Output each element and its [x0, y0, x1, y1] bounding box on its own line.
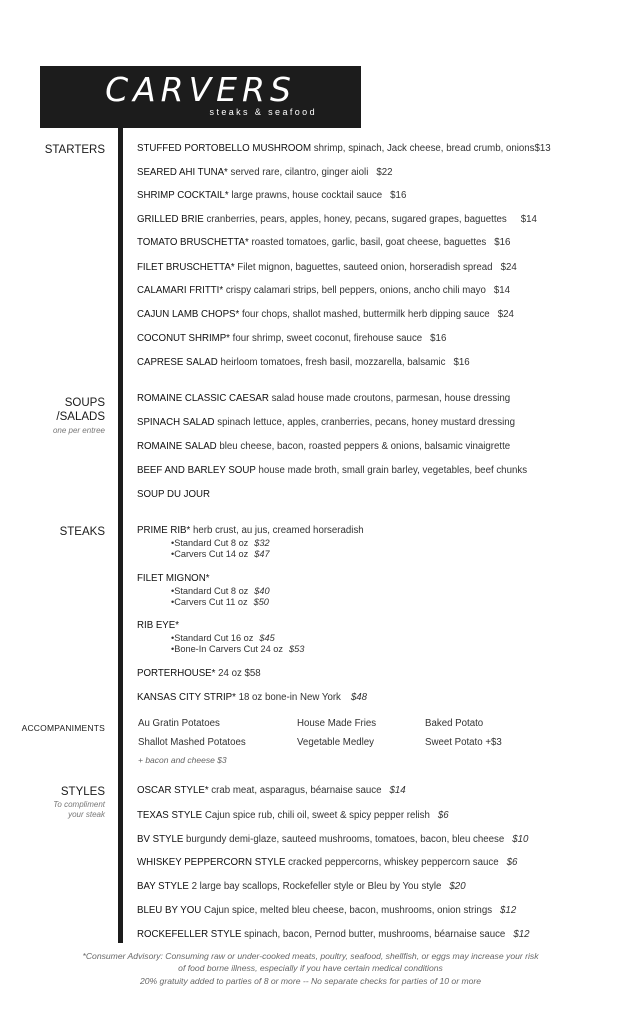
- item-desc: four shrimp, sweet coconut, firehouse sauce: [229, 333, 423, 344]
- item-name: RIB EYE*: [137, 620, 179, 631]
- item-desc: house made broth, small grain barley, vegetables, beef chunks: [255, 465, 528, 476]
- menu-item: [137, 929, 530, 941]
- item-desc: shrimp, spinach, Jack cheese, bread crumb, onions: [311, 143, 535, 154]
- accompaniment-note: + bacon and cheese $3: [138, 755, 227, 765]
- section-accompaniments: ACCOMPANIMENTS: [21, 723, 105, 733]
- cut-label: •Standard Cut 8 oz: [171, 586, 249, 596]
- item-desc: burgundy demi-glaze, sauteed mushrooms, tomatoes, bacon, bleu cheese: [183, 834, 505, 845]
- menu-item: [137, 881, 466, 893]
- item-name: PORTERHOUSE*: [137, 668, 216, 679]
- item-name: COCONUT SHRIMP*: [137, 333, 230, 344]
- cut-price: $53: [289, 644, 305, 654]
- item-price: $14: [493, 285, 511, 296]
- cut-price: $45: [259, 633, 275, 643]
- accompaniment: House Made Fries: [297, 718, 377, 729]
- item-price: $16: [390, 190, 407, 201]
- item-desc: 18 oz bone-in New York: [235, 692, 341, 703]
- menu-item: [137, 465, 527, 477]
- item-price: $6: [437, 810, 449, 821]
- section-styles-note-1: To compliment: [53, 800, 105, 809]
- item-desc: 24 oz: [215, 668, 245, 679]
- menu-item-filet-mignon: [137, 573, 210, 585]
- logo-wordmark: CARVERS: [105, 70, 296, 109]
- item-desc: cracked peppercorns, whiskey peppercorn sauce: [285, 857, 499, 868]
- item-price: $14: [520, 214, 537, 225]
- item-name: BV STYLE: [137, 834, 184, 845]
- menu-item-kansas-city-strip: [137, 692, 367, 704]
- menu-item: [137, 333, 446, 345]
- item-price: $14: [389, 785, 406, 796]
- item-name: GRILLED BRIE: [137, 214, 204, 225]
- item-desc: spinach, bacon, Pernod butter, mushrooms, béarnaise sauce: [241, 929, 506, 940]
- item-price: $48: [350, 692, 368, 703]
- accompaniment: Baked Potato: [425, 718, 484, 729]
- item-name: SOUP DU JOUR: [137, 489, 211, 500]
- cut-label: •Standard Cut 8 oz: [171, 538, 249, 548]
- cut-label: •Standard Cut 16 oz: [171, 633, 254, 643]
- item-desc: large prawns, house cocktail sauce: [228, 190, 383, 201]
- item-desc: salad house made croutons, parmesan, house dressing: [268, 393, 511, 404]
- item-name: STUFFED PORTOBELLO MUSHROOM: [137, 143, 312, 154]
- accompaniment: Shallot Mashed Potatoes: [138, 737, 246, 748]
- item-name: CAJUN LAMB CHOPS*: [137, 309, 240, 320]
- item-name: SPINACH SALAD: [137, 417, 215, 428]
- cut-price: $50: [253, 597, 269, 607]
- cut-option: [171, 538, 270, 549]
- cut-label: •Carvers Cut 14 oz: [171, 549, 249, 559]
- item-name: FILET BRUSCHETTA*: [137, 262, 235, 273]
- menu-item: [137, 309, 514, 321]
- accompaniment: Vegetable Medley: [297, 737, 375, 748]
- consumer-advisory-line1: *Consumer Advisory: Consuming raw or under-cooked meats, poultry, seafood, shellfish, or eggs may increase your risk: [82, 951, 539, 961]
- menu-item: [137, 417, 515, 429]
- item-desc: Cajun spice rub, chili oil, sweet & spicy pepper relish: [202, 810, 430, 821]
- cut-price: $47: [254, 549, 270, 559]
- menu-item: [137, 262, 517, 274]
- item-price: $24: [500, 262, 517, 273]
- section-soups-line2: /SALADS: [56, 411, 105, 423]
- item-name: ROMAINE CLASSIC CAESAR: [137, 393, 269, 404]
- section-soups-line1: SOUPS: [64, 397, 105, 409]
- item-desc: roasted tomatoes, garlic, basil, goat cheese, baguettes: [248, 237, 487, 248]
- item-name: WHISKEY PEPPERCORN STYLE: [137, 857, 286, 868]
- gratuity-note: 20% gratuity added to parties of 8 or more -- No separate checks for parties of 10 or more: [139, 976, 482, 986]
- item-name: SEARED AHI TUNA*: [137, 167, 228, 178]
- cut-label: •Carvers Cut 11 oz: [171, 597, 248, 607]
- item-name: BAY STYLE: [137, 881, 189, 892]
- item-price: $16: [430, 333, 447, 344]
- menu-item: [137, 834, 528, 846]
- item-desc: 2 large bay scallops, Rockefeller style or Bleu by You style: [188, 881, 442, 892]
- section-styles: STYLES: [60, 786, 105, 798]
- cut-label: •Bone-In Carvers Cut 24 oz: [171, 644, 283, 654]
- cut-option: [171, 597, 269, 608]
- item-desc: Cajun spice, melted bleu cheese, bacon, mushrooms, onion strings: [201, 905, 493, 916]
- item-desc: herb crust, au jus, creamed horseradish: [190, 525, 364, 536]
- section-styles-note-2: your steak: [68, 810, 105, 819]
- menu-divider-line: [118, 128, 123, 943]
- item-desc: bleu cheese, bacon, roasted peppers & onions, balsamic vinaigrette: [216, 441, 511, 452]
- item-price: $12: [500, 905, 517, 916]
- cut-option: [171, 633, 275, 644]
- menu-item-porterhouse: [137, 668, 261, 680]
- item-price: $20: [449, 881, 466, 892]
- item-name: OSCAR STYLE*: [137, 785, 209, 796]
- item-price: $16: [453, 357, 470, 368]
- item-desc: four chops, shallot mashed, buttermilk herb dipping sauce: [239, 309, 490, 320]
- item-name: CAPRESE SALAD: [137, 357, 218, 368]
- menu-item: [137, 489, 210, 501]
- restaurant-logo: [40, 66, 361, 128]
- menu-item: [137, 393, 510, 405]
- item-name: BLEU BY YOU: [137, 905, 202, 916]
- menu-item: [137, 810, 449, 822]
- item-price: $13: [534, 143, 551, 154]
- item-name: SHRIMP COCKTAIL*: [137, 190, 229, 201]
- cut-price: $40: [254, 586, 270, 596]
- cut-option: [171, 644, 304, 655]
- section-soups-note: one per entree: [52, 426, 105, 435]
- menu-item-rib-eye: [137, 620, 179, 632]
- item-price: $12: [513, 929, 530, 940]
- cut-option: [171, 586, 270, 597]
- menu-item: [137, 143, 551, 155]
- item-desc: Filet mignon, baguettes, sauteed onion, horseradish spread: [234, 262, 493, 273]
- menu-item: [137, 857, 517, 869]
- menu-item: [137, 285, 510, 297]
- item-name: ROMAINE SALAD: [137, 441, 217, 452]
- consumer-advisory-line2: of food borne illness, especially if you have certain medical conditions: [178, 963, 443, 973]
- item-desc: crab meat, asparagus, béarnaise sauce: [208, 785, 382, 796]
- item-name: PRIME RIB*: [137, 525, 191, 536]
- item-name: ROCKEFELLER STYLE: [137, 929, 242, 940]
- item-desc: cranberries, pears, apples, honey, pecans, sugared grapes, baguettes: [203, 214, 507, 225]
- section-starters: STARTERS: [44, 144, 105, 156]
- item-name: BEEF AND BARLEY SOUP: [137, 465, 256, 476]
- accompaniment: Au Gratin Potatoes: [138, 718, 220, 729]
- item-name: TOMATO BRUSCHETTA*: [137, 237, 249, 248]
- menu-item: [137, 905, 516, 917]
- menu-item: [137, 441, 510, 453]
- menu-item: [137, 214, 537, 226]
- item-desc: crispy calamari strips, bell peppers, onions, ancho chili mayo: [223, 285, 486, 296]
- item-desc: heirloom tomatoes, fresh basil, mozzarella, balsamic: [217, 357, 446, 368]
- item-name: FILET MIGNON*: [137, 573, 210, 584]
- item-name: TEXAS STYLE: [137, 810, 203, 821]
- menu-item-prime-rib: [137, 525, 364, 537]
- item-desc: spinach lettuce, apples, cranberries, pecans, honey mustard dressing: [214, 417, 516, 428]
- item-price: $24: [497, 309, 514, 320]
- accompaniment: Sweet Potato +$3: [425, 737, 502, 748]
- cut-option: [171, 549, 270, 560]
- section-steaks: STEAKS: [59, 526, 105, 538]
- cut-price: $32: [254, 538, 270, 548]
- menu-item: [137, 785, 406, 797]
- item-name: CALAMARI FRITTI*: [137, 285, 224, 296]
- menu-item: [137, 357, 470, 369]
- menu-item: [137, 190, 406, 202]
- item-price: $58: [244, 668, 261, 679]
- item-name: KANSAS CITY STRIP*: [137, 692, 236, 703]
- item-desc: served rare, cilantro, ginger aioli: [227, 167, 369, 178]
- logo-tagline: steaks & seafood: [209, 107, 317, 117]
- menu-item: [137, 167, 393, 179]
- item-price: $6: [506, 857, 518, 868]
- menu-item: [137, 237, 510, 249]
- item-price: $10: [512, 834, 529, 845]
- item-price: $22: [376, 167, 393, 178]
- item-price: $16: [494, 237, 511, 248]
